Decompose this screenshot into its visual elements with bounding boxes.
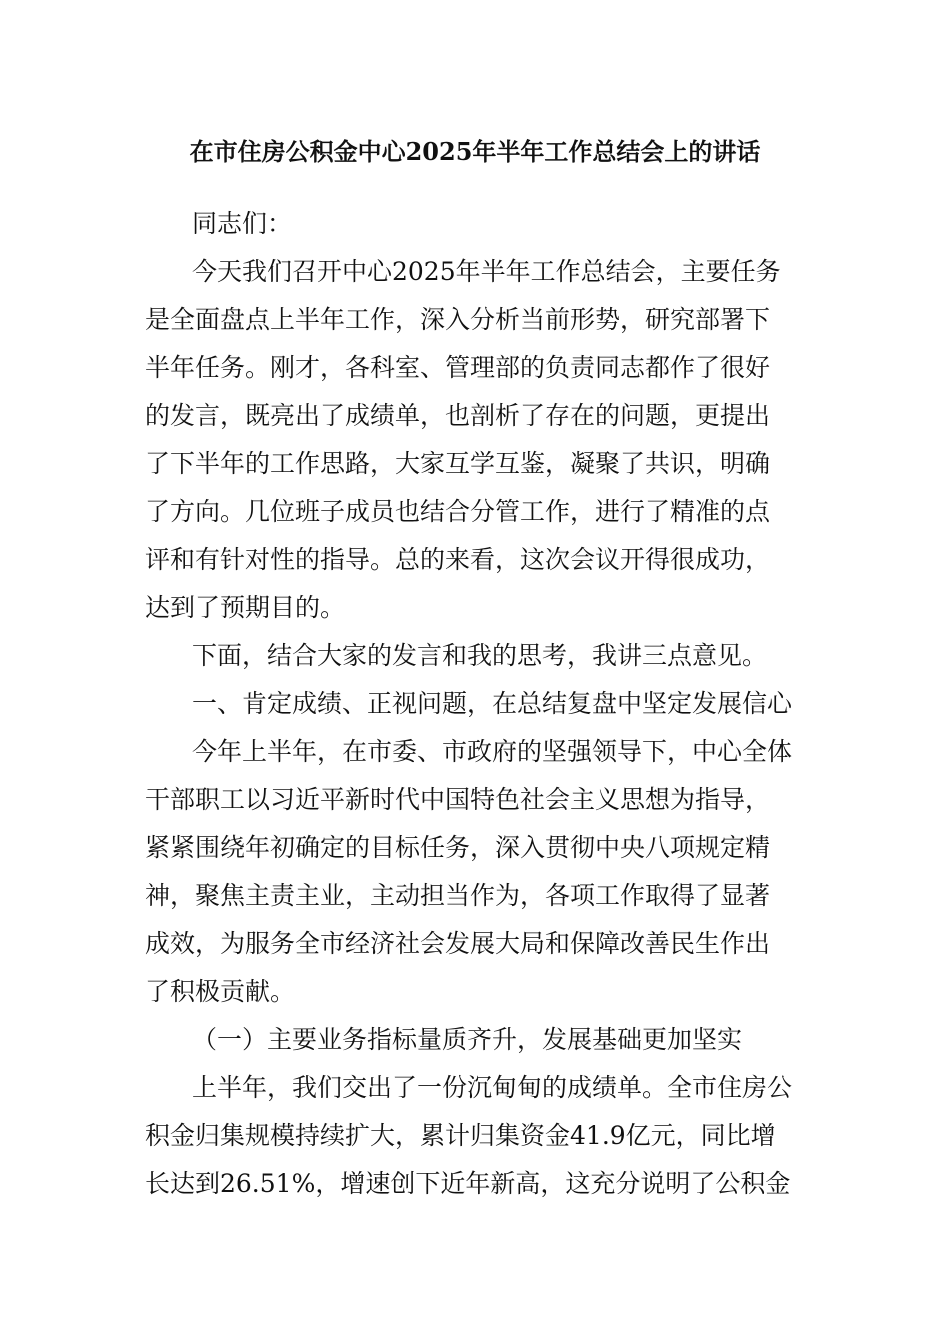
paragraph-line: 今年上半年，在市委、市政府的坚强领导下，中心全体 <box>192 737 793 766</box>
document-body <box>145 152 805 1208</box>
paragraph-line: 成效，为服务全市经济社会发展大局和保障改善民生作出 <box>145 929 771 958</box>
paragraph-line: 评和有针对性的指导。总的来看，这次会议开得很成功， <box>145 545 771 574</box>
paragraph-line: 紧紧围绕年初确定的目标任务，深入贯彻中央八项规定精 <box>145 833 771 862</box>
paragraph-line: 今天我们召开中心2025年半年工作总结会，主要任务 <box>192 257 781 286</box>
paragraph-line: 干部职工以习近平新时代中国特色社会主义思想为指导， <box>145 785 771 814</box>
document-title: 在市住房公积金中心2025年半年工作总结会上的讲话 <box>189 137 761 166</box>
paragraph-line: 了下半年的工作思路，大家互学互鉴，凝聚了共识，明确 <box>145 449 771 478</box>
paragraph-line: 达到了预期目的。 <box>145 593 346 622</box>
paragraph-line: 的发言，既亮出了成绩单，也剖析了存在的问题，更提出 <box>145 401 771 430</box>
section-heading-1: 一、肯定成绩、正视问题，在总结复盘中坚定发展信心 <box>192 689 793 718</box>
paragraph-line: 了方向。几位班子成员也结合分管工作，进行了精准的点 <box>145 497 771 526</box>
paragraph-line: 长达到26.51%，增速创下近年新高，这充分说明了公积金 <box>145 1169 791 1198</box>
paragraph-line: 半年任务。刚才，各科室、管理部的负责同志都作了很好 <box>145 353 771 382</box>
paragraph-line: 下面，结合大家的发言和我的思考，我讲三点意见。 <box>192 641 768 670</box>
paragraph-line: 了积极贡献。 <box>145 977 296 1006</box>
paragraph-line: 是全面盘点上半年工作，深入分析当前形势，研究部署下 <box>145 305 771 334</box>
salutation: 同志们： <box>192 209 293 238</box>
paragraph-line: 积金归集规模持续扩大，累计归集资金41.9亿元，同比增 <box>145 1121 776 1150</box>
paragraph-line: 神，聚焦主责主业，主动担当作为，各项工作取得了显著 <box>145 881 771 910</box>
paragraph-line: 上半年，我们交出了一份沉甸甸的成绩单。全市住房公 <box>192 1073 793 1102</box>
subsection-heading-1: （一）主要业务指标量质齐升，发展基础更加坚实 <box>192 1025 743 1054</box>
